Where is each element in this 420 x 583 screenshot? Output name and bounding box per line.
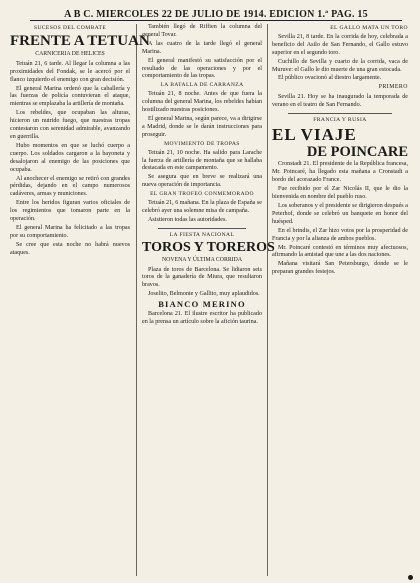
- paragraph: Fue recibido por el Zar Nicolás II, que le dio la bienvenida en nombre del pueblo ruso.: [272, 186, 408, 201]
- paragraph: Se cree que esta noche no habrá nuevos ataques.: [10, 241, 130, 256]
- paragraph: Sevilla 21. Hoy se ha inaugurado la temporada de verano en el teatro de San Fernando.: [272, 94, 408, 109]
- paragraph: Asistieron todas las autoridades.: [148, 216, 227, 223]
- paragraph: Tetuán 21, 8 noche. Antes de que fuera la columna del general Marina, los rebeldes habían hostilizado nuestras posiciones.: [142, 91, 262, 114]
- column-rule-1: [136, 24, 137, 576]
- paragraph: El general Marina ha felicitado a las tropas por su comportamiento.: [10, 224, 130, 239]
- paragraph: Mañana visitará San Petersburgo, donde se le preparan grandes festejos.: [272, 261, 408, 276]
- paragraph: Joselito, Belmonte y Gallito, muy aplaudidos.: [148, 291, 260, 298]
- page-header: [30, 6, 402, 21]
- subheadline: CARNICERIA DE HELICES: [35, 50, 105, 57]
- headline-toros-toreros: TOROS Y TOREROS: [142, 239, 275, 255]
- paragraph: Tetuán 21, 6 mañana. En la plaza de España se celebró ayer una solemne misa de campaña.: [142, 200, 262, 214]
- column-left: [10, 24, 150, 576]
- paragraph: Sevilla 21, 8 tarde. En la corrida de hoy, celebrada a beneficio del Asilo de San Fernando, el Gallo estuvo superior en el segundo toro.: [272, 33, 408, 56]
- section-title: MOVIMIENTO DE TROPAS: [164, 140, 240, 147]
- paragraph: Los soberanos y el presidente se dirigieron después a Peterhof, donde se celebró un banquete en honor del huésped.: [272, 203, 408, 225]
- paragraph: En el brindis, el Zar hizo votos por la prosperidad de Francia y por la alianza de ambos pueblos.: [272, 227, 408, 242]
- paragraph: Se asegura que en breve se realizará una nueva operación de importancia.: [142, 174, 262, 189]
- paragraph: Tetuán 21, 6 tarde. Al llegar la columna a las proximidades del Fondak, se le acercó por el flanco izquierdo el enemigo con gran decisión.: [10, 60, 130, 83]
- section-title: EL GRAN TROFEO CONMEMORADO: [150, 191, 254, 198]
- paragraph: Hubo momentos en que se luchó cuerpo a cuerpo. Los soldados cargaron a la bayoneta y desalojaron al enemigo de las posiciones que ocupaba.: [10, 142, 130, 173]
- header-text: A B C. MIERCOLES 22 DE JULIO DE 1914. EDICION 1.ª PAG. 15: [64, 9, 368, 20]
- headline-de-poincare: DE POINCARE: [306, 143, 408, 160]
- section-label: FRANCIA Y RUSIA: [313, 117, 367, 124]
- paragraph: A las cuatro de la tarde llegó el general Marina.: [142, 40, 262, 55]
- divider: [288, 113, 392, 114]
- headline-el-viaje: EL VIAJE: [272, 124, 357, 144]
- column-middle: [142, 24, 275, 576]
- section-label: LA FIESTA NACIONAL: [169, 231, 235, 238]
- paragraph: Cronstadt 21. El presidente de la República francesa, Mr. Poincaré, ha llegado esta mañana a Cronstadt a bordo del acorazado France.: [272, 161, 408, 184]
- section-title: LA BATALLA DE CARRANZA: [160, 82, 244, 89]
- column-right: [272, 24, 408, 576]
- paragraph: Mr. Poincaré contestó en términos muy afectuosos, afirmando la amistad que une a las dos naciones.: [272, 244, 408, 259]
- paragraph: Tetuán 21, 10 noche. Ha salido para Larache la fuerza de artillería de montaña que se hallaba destacada en este campamento.: [142, 149, 262, 172]
- divider: [158, 228, 246, 229]
- signature: PRIMERO: [378, 84, 408, 91]
- paragraph: El general manifestó su satisfacción por el resultado de las operaciones y por el comportamiento de las tropas.: [142, 57, 262, 80]
- paragraph: Plaza de toros de Barcelona. Se lidiaron seis toros de la ganadería de Miura, que resultaron bravos.: [142, 266, 262, 289]
- paragraph: Barcelona 21. El ilustre escritor ha publicado en la prensa un artículo sobre la afición taurina.: [142, 311, 262, 325]
- paragraph: El general Marina, según parece, va a dirigirse a Madrid, donde se le darán instrucciones para proseguir.: [142, 115, 262, 138]
- paragraph: El general Marina ordenó que la caballería y las fuerzas de policía contuvieran el ataque, mientras se emplazaba la artillería de montaña.: [10, 85, 130, 108]
- paragraph: Entre los heridos figuran varios oficiales de los regimientos que tomaron parte en la operación.: [10, 200, 130, 223]
- paragraph: Los rebeldes, que ocupaban las alturas, hicieron un nutrido fuego, que nuestras tropas contestaron con serenidad admirable, avanzando en guerrilla.: [10, 110, 130, 140]
- subheadline: NOVENA Y ÚLTIMA CORRIDA: [161, 256, 243, 263]
- section-heading: BIANCO MERINO: [158, 299, 246, 310]
- paragraph: Cuchillo de Sevilla y cuarto de la corrida, vaca de Muruve: el Gallo le dio muerte de una gran estocada.: [272, 58, 408, 73]
- kicker: EL GALLO MATA UN TORO: [330, 25, 408, 31]
- paragraph: También llegó de Riffien la columna del general Tovar.: [142, 24, 262, 38]
- column-rule-2: [267, 24, 268, 576]
- paragraph: Al anochecer el enemigo se retiró con grandes pérdidas, dejando en el campo numerosos cadáveres, armas y municiones.: [10, 175, 130, 198]
- kicker: SUCESOS DEL COMBATE: [33, 25, 107, 31]
- page-marker-dot: [408, 575, 413, 580]
- headline-frente-tetuan: FRENTE A TETUAN: [10, 32, 150, 49]
- paragraph: El público ovacionó al diestro largamente.: [278, 75, 382, 82]
